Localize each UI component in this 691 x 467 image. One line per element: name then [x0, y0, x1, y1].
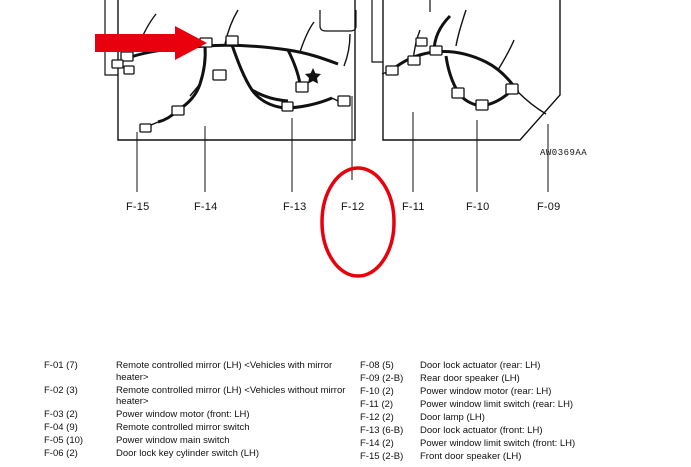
- front-door-star-marker: [305, 68, 321, 84]
- legend-id: F-02 (3): [44, 384, 78, 396]
- legend-item: [44, 448, 364, 460]
- legend-column-left: [44, 360, 364, 461]
- legend-item: [360, 373, 690, 385]
- legend-item: [360, 425, 690, 437]
- legend-id: F-03 (2): [44, 409, 78, 420]
- legend-id: F-15 (2-B): [360, 451, 404, 462]
- legend-id: F-13 (6-B): [360, 425, 404, 436]
- legend-id: F-14 (2): [360, 438, 394, 449]
- rear-door-outline: [372, 0, 560, 140]
- callout-f-10: F-10: [466, 201, 490, 213]
- legend-desc: Rear door speaker (LH): [420, 373, 520, 384]
- legend-desc: Door lock actuator (rear: LH): [420, 360, 541, 371]
- legend-id: F-04 (9): [44, 422, 78, 433]
- callout-f-12: F-12: [341, 201, 365, 213]
- legend-desc: Door lock actuator (front: LH): [420, 425, 543, 436]
- legend-id: F-01 (7): [44, 360, 78, 371]
- callout-f-15: F-15: [126, 201, 150, 213]
- legend-desc: Power window motor (rear: LH): [420, 386, 552, 397]
- legend-desc: Front door speaker (LH): [420, 451, 522, 462]
- legend-desc: Door lamp (LH): [420, 412, 485, 423]
- red-arrow-annotation: [95, 26, 207, 60]
- legend-column-right: [360, 360, 690, 464]
- legend-item: [360, 386, 690, 398]
- front-door-outline: [105, 0, 355, 140]
- legend-id: F-08 (5): [360, 360, 394, 371]
- section-divider: [0, 346, 691, 347]
- legend-id: F-09 (2-B): [360, 373, 404, 384]
- part-code: AW0369AA: [540, 148, 588, 158]
- legend-item: [360, 451, 690, 463]
- legend-item: [360, 412, 690, 424]
- page-gap: [0, 300, 691, 346]
- legend-item: [360, 360, 690, 372]
- legend-item: [44, 385, 364, 408]
- callout-f-14: F-14: [194, 201, 218, 213]
- legend-desc: Remote controlled mirror (LH) <Vehicles with mirror heater>: [116, 360, 333, 383]
- legend-desc: Remote controlled mirror switch: [116, 422, 250, 433]
- legend-desc: Remote controlled mirror (LH) <Vehicles without mirror heater>: [116, 384, 346, 407]
- legend-id: F-05 (10): [44, 435, 84, 446]
- legend-item: [360, 399, 690, 411]
- legend-id: F-10 (2): [360, 386, 394, 397]
- legend-desc: Power window limit switch (rear: LH): [420, 399, 574, 410]
- legend-desc: Power window motor (front: LH): [116, 409, 250, 420]
- legend-id: F-06 (2): [44, 448, 78, 459]
- legend-item: [360, 438, 690, 450]
- legend-desc: Power window limit switch (front: LH): [420, 438, 576, 449]
- legend-desc: Power window main switch: [116, 435, 230, 446]
- legend-id: F-11 (2): [360, 399, 394, 410]
- legend-item: [44, 435, 364, 447]
- door-window-shapes: [320, 0, 430, 31]
- callout-f-09: F-09: [537, 201, 561, 213]
- legend-item: [44, 360, 364, 383]
- red-ellipse-annotation: [322, 168, 394, 276]
- legend-item: [44, 422, 364, 434]
- legend-item: [44, 409, 364, 421]
- legend-id: F-12 (2): [360, 412, 394, 423]
- legend-desc: Door lock key cylinder switch (LH): [116, 448, 260, 459]
- front-door-harness-thin: [137, 10, 350, 128]
- callout-f-13: F-13: [283, 201, 307, 213]
- callout-f-11: F-11: [402, 201, 425, 213]
